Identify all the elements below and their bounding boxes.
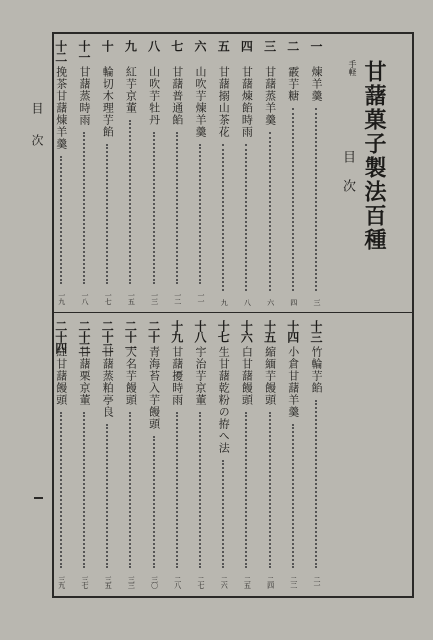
toc-entry-number: 二十一 xyxy=(123,320,138,353)
leader-dots xyxy=(269,132,271,291)
toc-entry-number: 一 xyxy=(309,40,323,51)
toc-entry-page: 三三 xyxy=(127,576,136,588)
toc-entry-title: 甘藷煉餡時雨 xyxy=(240,66,254,138)
toc-entry-page: 二四 xyxy=(266,576,275,588)
toc-entry-title: 甘藷搦山茶花 xyxy=(217,66,231,138)
toc-entry-number: 五 xyxy=(216,40,231,51)
toc-entry-title: 紅甘藷饅頭 xyxy=(54,346,68,406)
toc-entry-page: 二七 xyxy=(197,576,205,588)
leader-dots xyxy=(315,108,317,291)
leader-dots xyxy=(176,132,178,284)
leader-dots xyxy=(245,412,247,568)
section-divider xyxy=(52,312,414,313)
toc-entry-page: 三〇 xyxy=(150,576,159,588)
toc-entry-title: 霰芋糖 xyxy=(286,66,300,102)
leader-dots xyxy=(129,412,131,568)
toc-entry-page: 二五 xyxy=(243,576,252,588)
toc-entry-title: 竹輪芋餡 xyxy=(310,346,323,394)
leader-dots xyxy=(199,412,201,568)
toc-entry-number: 十四 xyxy=(285,320,300,342)
toc-entry-page: 二二 xyxy=(289,576,298,588)
toc-entry-page: 二八 xyxy=(173,576,182,588)
toc-entry-number: 九 xyxy=(123,40,138,51)
running-head: 目次 xyxy=(30,102,44,166)
leader-dots xyxy=(129,120,131,284)
leader-dots xyxy=(292,424,294,568)
leader-dots xyxy=(222,460,224,568)
toc-heading: 目次 xyxy=(340,150,355,208)
toc-entry-page: 二六 xyxy=(220,576,229,588)
leader-dots xyxy=(153,436,155,568)
toc-entry-title: 甘藷蒸時雨 xyxy=(78,66,91,126)
toc-entry-title: 宇治芋京董 xyxy=(194,346,207,406)
toc-entry-page: 一三 xyxy=(150,292,159,304)
toc-entry-number: 十一 xyxy=(77,40,91,62)
toc-entry-title: 紅芋京董 xyxy=(124,66,138,114)
leader-dots xyxy=(153,132,155,284)
leader-dots xyxy=(269,412,271,568)
toc-entry-title: 甘藷蒸粕亭良 xyxy=(101,346,115,418)
toc-entry-title: 甘藷栗京董 xyxy=(78,346,91,406)
leader-dots xyxy=(83,412,85,568)
margin-mark xyxy=(34,497,43,499)
toc-entry-number: 十二 xyxy=(53,40,68,62)
toc-entry-number: 二十四 xyxy=(53,320,68,353)
toc-entry-title: 輪切木理芋餡 xyxy=(101,66,115,138)
toc-entry-number: 十八 xyxy=(193,320,207,342)
leader-dots xyxy=(245,144,247,291)
toc-entry-title: 甘藷擾時雨 xyxy=(170,346,184,406)
toc-entry-page: 一五 xyxy=(127,292,136,304)
toc-entry-title: 山吹芋煉羊羹 xyxy=(194,66,207,138)
toc-entry-page: 二一 xyxy=(313,576,321,588)
toc-entry-number: 二十三 xyxy=(77,320,91,353)
toc-entry-number: 十三 xyxy=(309,320,323,342)
leader-dots xyxy=(315,400,317,568)
toc-entry-page: 三五 xyxy=(104,576,113,588)
toc-entry-number: 十 xyxy=(100,40,115,51)
leader-dots xyxy=(292,108,294,291)
toc-entry-number: 十六 xyxy=(239,320,254,342)
toc-entry-title: 小倉甘藷羊羹 xyxy=(286,346,300,418)
toc-entry-title: 白甘藷饅頭 xyxy=(240,346,254,406)
leader-dots xyxy=(60,412,62,568)
toc-entry-number: 二 xyxy=(285,40,300,51)
toc-entry-page: 一一 xyxy=(197,292,205,304)
toc-entry-title: 煉羊羹 xyxy=(310,66,323,102)
toc-entry-title: 甘藷普通餡 xyxy=(170,66,184,126)
toc-entry-number: 三 xyxy=(262,40,277,51)
toc-entry-page: 一九 xyxy=(57,292,66,304)
toc-entry-number: 十五 xyxy=(262,320,277,342)
toc-entry-page: 八 xyxy=(243,299,252,305)
toc-entry-title: 大名芋饅頭 xyxy=(124,346,138,406)
toc-entry-title: 青海苔入芋饅頭 xyxy=(147,346,161,430)
toc-entry-number: 六 xyxy=(193,40,207,51)
toc-entry-title: 縮緬芋饅頭 xyxy=(263,346,277,406)
toc-entry-number: 八 xyxy=(146,40,161,51)
book-title: 甘藷菓子製法百種 xyxy=(361,60,387,252)
leader-dots xyxy=(106,424,108,568)
leader-dots xyxy=(106,144,108,284)
toc-entry-page: 一八 xyxy=(81,292,89,304)
toc-entry-page: 一二 xyxy=(173,292,182,304)
leader-dots xyxy=(222,144,224,291)
toc-entry-number: 二十 xyxy=(146,320,161,342)
toc-entry-number: 二十二 xyxy=(100,320,115,353)
toc-entry-page: 九 xyxy=(220,299,229,305)
toc-entry-page: 三九 xyxy=(57,576,66,588)
toc-entry-page: 一七 xyxy=(104,292,113,304)
toc-entry-title: 生甘藷乾粉の拵へ法 xyxy=(217,346,231,454)
toc-entry-page: 三 xyxy=(313,299,321,305)
toc-entry-page: 六 xyxy=(266,299,275,305)
toc-entry-page: 四 xyxy=(289,299,298,305)
toc-entry-title: 挽茶甘藷煉羊羹 xyxy=(54,66,68,150)
toc-entry-number: 四 xyxy=(239,40,254,51)
leader-dots xyxy=(176,412,178,568)
toc-entry-title: 山吹芋牡丹 xyxy=(147,66,161,126)
toc-entry-page: 三七 xyxy=(81,576,89,588)
toc-entry-number: 十七 xyxy=(216,320,231,342)
toc-entry-number: 十九 xyxy=(169,320,184,342)
leader-dots xyxy=(60,156,62,284)
leader-dots xyxy=(199,144,201,284)
toc-entry-number: 七 xyxy=(169,40,184,51)
book-subtitle: 手軽 xyxy=(348,60,357,76)
toc-entry-title: 甘藷蒸羊羹 xyxy=(263,66,277,126)
leader-dots xyxy=(83,132,85,284)
